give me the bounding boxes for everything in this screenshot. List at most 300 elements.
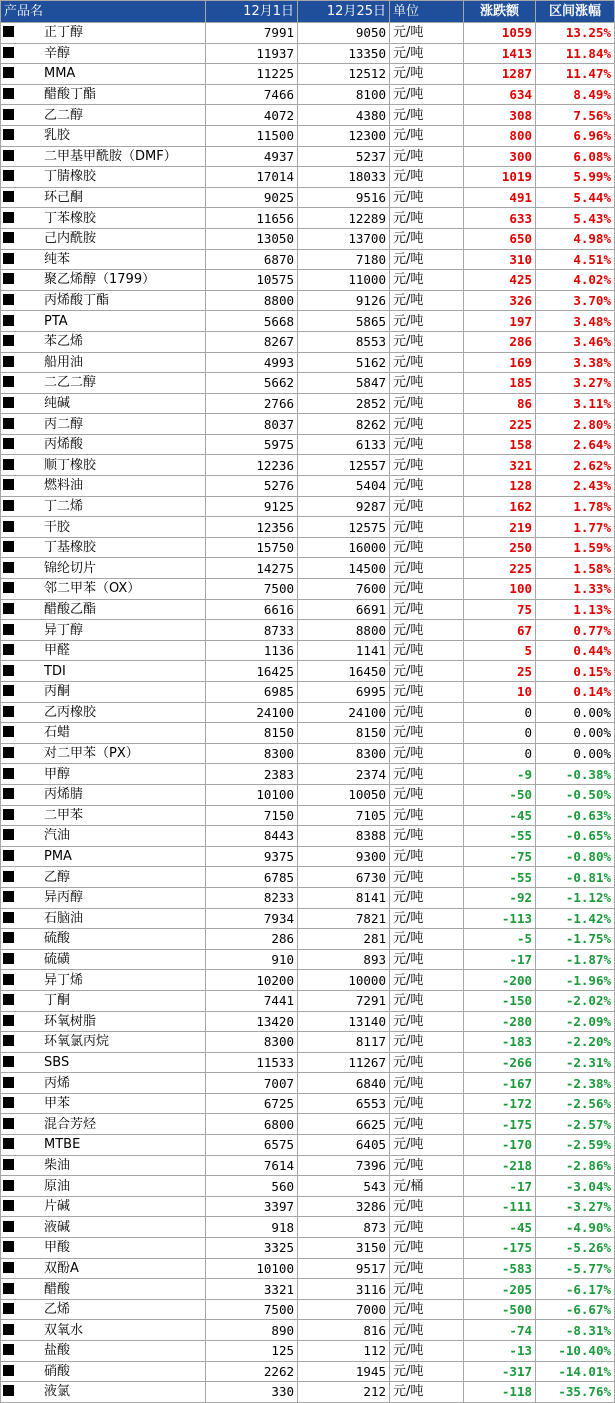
cell-price-dec-25[interactable]: 9287: [298, 496, 390, 517]
cell-price-dec-1[interactable]: 10200: [206, 970, 298, 991]
cell-unit[interactable]: 元/吨: [390, 187, 464, 208]
table-row[interactable]: [1, 23, 615, 44]
cell-product-name[interactable]: [1, 455, 206, 476]
cell-price-dec-25[interactable]: 281: [298, 929, 390, 950]
cell-price-dec-25[interactable]: 3150: [298, 1238, 390, 1259]
cell-product-name[interactable]: [1, 929, 206, 950]
cell-price-dec-25[interactable]: 6840: [298, 1073, 390, 1094]
cell-product-name[interactable]: [1, 1176, 206, 1197]
cell-change-amount[interactable]: 634: [464, 84, 536, 105]
cell-price-dec-1[interactable]: 11533: [206, 1052, 298, 1073]
cell-price-dec-1[interactable]: 17014: [206, 167, 298, 188]
cell-product-name[interactable]: [1, 496, 206, 517]
cell-price-dec-25[interactable]: 9126: [298, 290, 390, 311]
cell-change-percent[interactable]: 11.47%: [536, 64, 615, 85]
cell-change-amount[interactable]: 185: [464, 373, 536, 394]
cell-change-percent[interactable]: 3.70%: [536, 290, 615, 311]
table-row[interactable]: [1, 455, 615, 476]
cell-product-name[interactable]: [1, 187, 206, 208]
cell-unit[interactable]: 元/吨: [390, 476, 464, 497]
cell-unit[interactable]: 元/吨: [390, 84, 464, 105]
cell-unit[interactable]: 元/吨: [390, 125, 464, 146]
cell-product-name[interactable]: [1, 43, 206, 64]
cell-price-dec-25[interactable]: 9516: [298, 187, 390, 208]
cell-change-amount[interactable]: -150: [464, 990, 536, 1011]
table-row[interactable]: [1, 1299, 615, 1320]
cell-change-percent[interactable]: 6.96%: [536, 125, 615, 146]
cell-unit[interactable]: 元/吨: [390, 290, 464, 311]
cell-unit[interactable]: 元/吨: [390, 64, 464, 85]
table-row[interactable]: [1, 579, 615, 600]
cell-change-amount[interactable]: 1287: [464, 64, 536, 85]
header-unit[interactable]: 单位: [390, 1, 464, 23]
cell-price-dec-1[interactable]: 2383: [206, 764, 298, 785]
cell-price-dec-25[interactable]: 8100: [298, 84, 390, 105]
cell-change-percent[interactable]: 3.46%: [536, 331, 615, 352]
cell-unit[interactable]: 元/吨: [390, 599, 464, 620]
cell-unit[interactable]: 元/吨: [390, 908, 464, 929]
cell-change-percent[interactable]: 3.27%: [536, 373, 615, 394]
cell-price-dec-25[interactable]: 12575: [298, 517, 390, 538]
cell-change-percent[interactable]: -6.17%: [536, 1279, 615, 1300]
cell-change-percent[interactable]: -1.96%: [536, 970, 615, 991]
cell-change-percent[interactable]: -10.40%: [536, 1341, 615, 1362]
cell-unit[interactable]: 元/吨: [390, 1217, 464, 1238]
cell-change-percent[interactable]: 2.62%: [536, 455, 615, 476]
cell-price-dec-1[interactable]: 6616: [206, 599, 298, 620]
cell-product-name[interactable]: [1, 105, 206, 126]
cell-unit[interactable]: 元/吨: [390, 434, 464, 455]
cell-price-dec-25[interactable]: 12512: [298, 64, 390, 85]
cell-price-dec-1[interactable]: 286: [206, 929, 298, 950]
cell-change-amount[interactable]: 1059: [464, 23, 536, 44]
cell-price-dec-1[interactable]: 11500: [206, 125, 298, 146]
cell-change-percent[interactable]: -0.80%: [536, 846, 615, 867]
cell-price-dec-25[interactable]: 7000: [298, 1299, 390, 1320]
cell-price-dec-1[interactable]: 4993: [206, 352, 298, 373]
cell-change-amount[interactable]: 1413: [464, 43, 536, 64]
cell-change-amount[interactable]: 425: [464, 270, 536, 291]
cell-unit[interactable]: 元/吨: [390, 1238, 464, 1259]
cell-product-name[interactable]: [1, 270, 206, 291]
cell-product-name[interactable]: [1, 1258, 206, 1279]
cell-change-percent[interactable]: 1.33%: [536, 579, 615, 600]
cell-price-dec-25[interactable]: 13350: [298, 43, 390, 64]
cell-change-amount[interactable]: 326: [464, 290, 536, 311]
table-row[interactable]: [1, 1073, 615, 1094]
cell-change-amount[interactable]: 0: [464, 702, 536, 723]
table-row[interactable]: [1, 476, 615, 497]
cell-change-amount[interactable]: -172: [464, 1093, 536, 1114]
cell-product-name[interactable]: [1, 620, 206, 641]
cell-product-name[interactable]: [1, 599, 206, 620]
table-row[interactable]: [1, 311, 615, 332]
cell-change-amount[interactable]: 321: [464, 455, 536, 476]
cell-price-dec-25[interactable]: 6625: [298, 1114, 390, 1135]
table-row[interactable]: [1, 249, 615, 270]
cell-product-name[interactable]: [1, 1032, 206, 1053]
cell-price-dec-25[interactable]: 6405: [298, 1135, 390, 1156]
cell-change-amount[interactable]: -17: [464, 949, 536, 970]
table-row[interactable]: [1, 661, 615, 682]
cell-price-dec-25[interactable]: 8300: [298, 743, 390, 764]
cell-change-percent[interactable]: 1.77%: [536, 517, 615, 538]
cell-unit[interactable]: 元/吨: [390, 702, 464, 723]
cell-change-percent[interactable]: 0.14%: [536, 682, 615, 703]
table-row[interactable]: [1, 620, 615, 641]
cell-price-dec-1[interactable]: 330: [206, 1382, 298, 1403]
table-row[interactable]: [1, 517, 615, 538]
cell-price-dec-1[interactable]: 6785: [206, 867, 298, 888]
cell-change-percent[interactable]: 11.84%: [536, 43, 615, 64]
cell-product-name[interactable]: [1, 908, 206, 929]
cell-change-amount[interactable]: -266: [464, 1052, 536, 1073]
cell-price-dec-1[interactable]: 4072: [206, 105, 298, 126]
cell-product-name[interactable]: [1, 702, 206, 723]
cell-change-amount[interactable]: -92: [464, 887, 536, 908]
cell-change-percent[interactable]: -2.20%: [536, 1032, 615, 1053]
cell-unit[interactable]: 元/吨: [390, 784, 464, 805]
cell-change-amount[interactable]: -118: [464, 1382, 536, 1403]
cell-unit[interactable]: 元/吨: [390, 270, 464, 291]
cell-change-amount[interactable]: -45: [464, 1217, 536, 1238]
cell-product-name[interactable]: [1, 167, 206, 188]
cell-price-dec-1[interactable]: 14275: [206, 558, 298, 579]
table-row[interactable]: [1, 723, 615, 744]
cell-change-amount[interactable]: -167: [464, 1073, 536, 1094]
cell-price-dec-1[interactable]: 7441: [206, 990, 298, 1011]
table-row[interactable]: [1, 167, 615, 188]
cell-price-dec-25[interactable]: 9050: [298, 23, 390, 44]
cell-price-dec-1[interactable]: 7150: [206, 805, 298, 826]
cell-unit[interactable]: 元/吨: [390, 311, 464, 332]
cell-price-dec-25[interactable]: 212: [298, 1382, 390, 1403]
cell-product-name[interactable]: [1, 84, 206, 105]
cell-product-name[interactable]: [1, 970, 206, 991]
cell-product-name[interactable]: [1, 1279, 206, 1300]
table-row[interactable]: [1, 393, 615, 414]
cell-change-percent[interactable]: 2.43%: [536, 476, 615, 497]
cell-price-dec-25[interactable]: 12300: [298, 125, 390, 146]
cell-change-percent[interactable]: -1.42%: [536, 908, 615, 929]
cell-price-dec-1[interactable]: 1136: [206, 640, 298, 661]
cell-price-dec-25[interactable]: 24100: [298, 702, 390, 723]
cell-price-dec-1[interactable]: 12236: [206, 455, 298, 476]
cell-product-name[interactable]: [1, 23, 206, 44]
cell-change-percent[interactable]: 4.02%: [536, 270, 615, 291]
cell-product-name[interactable]: [1, 990, 206, 1011]
cell-change-amount[interactable]: -111: [464, 1196, 536, 1217]
table-row[interactable]: [1, 187, 615, 208]
cell-price-dec-25[interactable]: 11267: [298, 1052, 390, 1073]
cell-change-percent[interactable]: -14.01%: [536, 1361, 615, 1382]
table-row[interactable]: [1, 434, 615, 455]
cell-unit[interactable]: 元/吨: [390, 826, 464, 847]
cell-price-dec-25[interactable]: 543: [298, 1176, 390, 1197]
cell-price-dec-25[interactable]: 10000: [298, 970, 390, 991]
cell-price-dec-1[interactable]: 8300: [206, 1032, 298, 1053]
cell-price-dec-1[interactable]: 12356: [206, 517, 298, 538]
cell-price-dec-1[interactable]: 10575: [206, 270, 298, 291]
cell-unit[interactable]: 元/吨: [390, 1093, 464, 1114]
cell-change-percent[interactable]: 8.49%: [536, 84, 615, 105]
cell-change-percent[interactable]: 1.78%: [536, 496, 615, 517]
table-row[interactable]: [1, 1176, 615, 1197]
cell-change-amount[interactable]: 5: [464, 640, 536, 661]
table-row[interactable]: [1, 1093, 615, 1114]
cell-change-amount[interactable]: 1019: [464, 167, 536, 188]
cell-product-name[interactable]: [1, 414, 206, 435]
table-row[interactable]: [1, 682, 615, 703]
table-row[interactable]: [1, 970, 615, 991]
cell-price-dec-1[interactable]: 8267: [206, 331, 298, 352]
cell-price-dec-1[interactable]: 7500: [206, 1299, 298, 1320]
table-row[interactable]: [1, 908, 615, 929]
cell-change-percent[interactable]: 4.51%: [536, 249, 615, 270]
cell-price-dec-25[interactable]: 8553: [298, 331, 390, 352]
cell-price-dec-25[interactable]: 4380: [298, 105, 390, 126]
cell-product-name[interactable]: [1, 1011, 206, 1032]
cell-unit[interactable]: 元/吨: [390, 661, 464, 682]
cell-price-dec-1[interactable]: 11225: [206, 64, 298, 85]
cell-change-amount[interactable]: -75: [464, 846, 536, 867]
cell-unit[interactable]: 元/吨: [390, 764, 464, 785]
cell-change-amount[interactable]: -13: [464, 1341, 536, 1362]
table-row[interactable]: [1, 1341, 615, 1362]
cell-product-name[interactable]: [1, 1073, 206, 1094]
cell-price-dec-25[interactable]: 8388: [298, 826, 390, 847]
header-date-dec-25[interactable]: 12月25日: [298, 1, 390, 23]
table-row[interactable]: [1, 805, 615, 826]
cell-change-percent[interactable]: -2.09%: [536, 1011, 615, 1032]
cell-unit[interactable]: 元/吨: [390, 352, 464, 373]
header-product-name[interactable]: 产品名: [1, 1, 206, 23]
cell-change-amount[interactable]: 491: [464, 187, 536, 208]
cell-price-dec-1[interactable]: 2766: [206, 393, 298, 414]
cell-unit[interactable]: 元/吨: [390, 743, 464, 764]
cell-product-name[interactable]: [1, 1382, 206, 1403]
cell-product-name[interactable]: [1, 784, 206, 805]
cell-price-dec-25[interactable]: 873: [298, 1217, 390, 1238]
cell-price-dec-1[interactable]: 10100: [206, 784, 298, 805]
cell-change-amount[interactable]: 300: [464, 146, 536, 167]
cell-product-name[interactable]: [1, 558, 206, 579]
cell-unit[interactable]: 元/吨: [390, 949, 464, 970]
cell-price-dec-25[interactable]: 7821: [298, 908, 390, 929]
cell-change-percent[interactable]: -2.31%: [536, 1052, 615, 1073]
cell-price-dec-25[interactable]: 5865: [298, 311, 390, 332]
cell-unit[interactable]: 元/吨: [390, 331, 464, 352]
table-row[interactable]: [1, 105, 615, 126]
cell-price-dec-25[interactable]: 8141: [298, 887, 390, 908]
cell-product-name[interactable]: [1, 125, 206, 146]
cell-change-percent[interactable]: -2.56%: [536, 1093, 615, 1114]
cell-price-dec-25[interactable]: 1141: [298, 640, 390, 661]
cell-price-dec-1[interactable]: 3321: [206, 1279, 298, 1300]
table-row[interactable]: [1, 764, 615, 785]
cell-product-name[interactable]: [1, 723, 206, 744]
cell-price-dec-25[interactable]: 6691: [298, 599, 390, 620]
cell-change-amount[interactable]: -175: [464, 1238, 536, 1259]
cell-unit[interactable]: 元/吨: [390, 723, 464, 744]
cell-product-name[interactable]: [1, 331, 206, 352]
cell-unit[interactable]: 元/吨: [390, 640, 464, 661]
cell-price-dec-25[interactable]: 6995: [298, 682, 390, 703]
table-row[interactable]: [1, 826, 615, 847]
cell-price-dec-1[interactable]: 8150: [206, 723, 298, 744]
cell-price-dec-1[interactable]: 8233: [206, 887, 298, 908]
cell-product-name[interactable]: [1, 146, 206, 167]
cell-unit[interactable]: 元/吨: [390, 208, 464, 229]
cell-change-percent[interactable]: -2.59%: [536, 1135, 615, 1156]
cell-price-dec-1[interactable]: 4937: [206, 146, 298, 167]
cell-product-name[interactable]: [1, 1217, 206, 1238]
table-row[interactable]: [1, 929, 615, 950]
table-row[interactable]: [1, 1052, 615, 1073]
table-row[interactable]: [1, 1382, 615, 1403]
cell-change-amount[interactable]: 100: [464, 579, 536, 600]
cell-unit[interactable]: 元/吨: [390, 537, 464, 558]
cell-change-percent[interactable]: 5.44%: [536, 187, 615, 208]
cell-change-percent[interactable]: 6.08%: [536, 146, 615, 167]
cell-price-dec-1[interactable]: 9025: [206, 187, 298, 208]
cell-unit[interactable]: 元/吨: [390, 373, 464, 394]
cell-change-amount[interactable]: 633: [464, 208, 536, 229]
cell-price-dec-1[interactable]: 24100: [206, 702, 298, 723]
cell-unit[interactable]: 元/吨: [390, 1299, 464, 1320]
cell-price-dec-25[interactable]: 10050: [298, 784, 390, 805]
cell-change-percent[interactable]: -8.31%: [536, 1320, 615, 1341]
cell-unit[interactable]: 元/吨: [390, 1382, 464, 1403]
cell-unit[interactable]: 元/吨: [390, 23, 464, 44]
table-row[interactable]: [1, 1279, 615, 1300]
cell-change-percent[interactable]: -2.86%: [536, 1155, 615, 1176]
cell-product-name[interactable]: [1, 1361, 206, 1382]
cell-unit[interactable]: 元/吨: [390, 393, 464, 414]
cell-price-dec-25[interactable]: 8800: [298, 620, 390, 641]
cell-change-amount[interactable]: 0: [464, 743, 536, 764]
cell-change-amount[interactable]: 75: [464, 599, 536, 620]
cell-change-percent[interactable]: -1.12%: [536, 887, 615, 908]
cell-price-dec-1[interactable]: 11937: [206, 43, 298, 64]
table-row[interactable]: [1, 270, 615, 291]
cell-price-dec-1[interactable]: 7934: [206, 908, 298, 929]
cell-unit[interactable]: 元/吨: [390, 1258, 464, 1279]
cell-change-percent[interactable]: -4.90%: [536, 1217, 615, 1238]
cell-price-dec-25[interactable]: 5847: [298, 373, 390, 394]
cell-price-dec-1[interactable]: 3325: [206, 1238, 298, 1259]
table-row[interactable]: [1, 1135, 615, 1156]
cell-change-amount[interactable]: -74: [464, 1320, 536, 1341]
table-row[interactable]: [1, 1361, 615, 1382]
cell-price-dec-25[interactable]: 8150: [298, 723, 390, 744]
cell-price-dec-25[interactable]: 816: [298, 1320, 390, 1341]
cell-product-name[interactable]: [1, 1135, 206, 1156]
cell-change-amount[interactable]: 158: [464, 434, 536, 455]
cell-price-dec-1[interactable]: 9375: [206, 846, 298, 867]
cell-price-dec-25[interactable]: 5162: [298, 352, 390, 373]
table-row[interactable]: [1, 640, 615, 661]
cell-unit[interactable]: 元/吨: [390, 1279, 464, 1300]
cell-unit[interactable]: 元/吨: [390, 1073, 464, 1094]
cell-unit[interactable]: 元/吨: [390, 1155, 464, 1176]
cell-change-percent[interactable]: 0.77%: [536, 620, 615, 641]
cell-change-percent[interactable]: 0.15%: [536, 661, 615, 682]
cell-price-dec-1[interactable]: 7500: [206, 579, 298, 600]
cell-change-percent[interactable]: -0.63%: [536, 805, 615, 826]
cell-change-amount[interactable]: -200: [464, 970, 536, 991]
cell-change-amount[interactable]: -500: [464, 1299, 536, 1320]
cell-unit[interactable]: 元/吨: [390, 249, 464, 270]
table-row[interactable]: [1, 702, 615, 723]
table-row[interactable]: [1, 352, 615, 373]
cell-product-name[interactable]: [1, 640, 206, 661]
cell-change-percent[interactable]: -0.81%: [536, 867, 615, 888]
cell-product-name[interactable]: [1, 311, 206, 332]
cell-change-amount[interactable]: 128: [464, 476, 536, 497]
cell-change-amount[interactable]: -5: [464, 929, 536, 950]
cell-change-percent[interactable]: -5.26%: [536, 1238, 615, 1259]
cell-change-percent[interactable]: 5.43%: [536, 208, 615, 229]
cell-unit[interactable]: 元/吨: [390, 846, 464, 867]
cell-price-dec-1[interactable]: 5975: [206, 434, 298, 455]
table-row[interactable]: [1, 1238, 615, 1259]
cell-change-percent[interactable]: 1.58%: [536, 558, 615, 579]
cell-product-name[interactable]: [1, 1093, 206, 1114]
cell-product-name[interactable]: [1, 1320, 206, 1341]
cell-change-amount[interactable]: 650: [464, 228, 536, 249]
table-row[interactable]: [1, 990, 615, 1011]
cell-price-dec-1[interactable]: 5276: [206, 476, 298, 497]
cell-price-dec-25[interactable]: 2374: [298, 764, 390, 785]
cell-change-percent[interactable]: -3.27%: [536, 1196, 615, 1217]
cell-product-name[interactable]: [1, 1196, 206, 1217]
cell-price-dec-1[interactable]: 125: [206, 1341, 298, 1362]
cell-price-dec-1[interactable]: 910: [206, 949, 298, 970]
cell-change-amount[interactable]: 0: [464, 723, 536, 744]
table-row[interactable]: [1, 43, 615, 64]
cell-change-amount[interactable]: -280: [464, 1011, 536, 1032]
cell-unit[interactable]: 元/吨: [390, 805, 464, 826]
cell-change-percent[interactable]: -3.04%: [536, 1176, 615, 1197]
table-row[interactable]: [1, 784, 615, 805]
cell-price-dec-25[interactable]: 893: [298, 949, 390, 970]
cell-product-name[interactable]: [1, 208, 206, 229]
header-date-dec-1[interactable]: 12月1日: [206, 1, 298, 23]
cell-unit[interactable]: 元/吨: [390, 105, 464, 126]
cell-change-amount[interactable]: 250: [464, 537, 536, 558]
cell-unit[interactable]: 元/吨: [390, 1114, 464, 1135]
cell-unit[interactable]: 元/吨: [390, 1320, 464, 1341]
cell-price-dec-1[interactable]: 7466: [206, 84, 298, 105]
cell-price-dec-1[interactable]: 8037: [206, 414, 298, 435]
table-row[interactable]: [1, 887, 615, 908]
cell-price-dec-25[interactable]: 8117: [298, 1032, 390, 1053]
cell-unit[interactable]: 元/吨: [390, 1032, 464, 1053]
cell-change-percent[interactable]: 7.56%: [536, 105, 615, 126]
table-row[interactable]: [1, 537, 615, 558]
cell-product-name[interactable]: [1, 393, 206, 414]
cell-unit[interactable]: 元/吨: [390, 43, 464, 64]
cell-change-percent[interactable]: -1.87%: [536, 949, 615, 970]
cell-product-name[interactable]: [1, 949, 206, 970]
cell-change-percent[interactable]: -2.02%: [536, 990, 615, 1011]
cell-price-dec-25[interactable]: 12557: [298, 455, 390, 476]
cell-unit[interactable]: 元/吨: [390, 1052, 464, 1073]
cell-unit[interactable]: 元/吨: [390, 167, 464, 188]
cell-change-amount[interactable]: -205: [464, 1279, 536, 1300]
cell-change-amount[interactable]: 67: [464, 620, 536, 641]
